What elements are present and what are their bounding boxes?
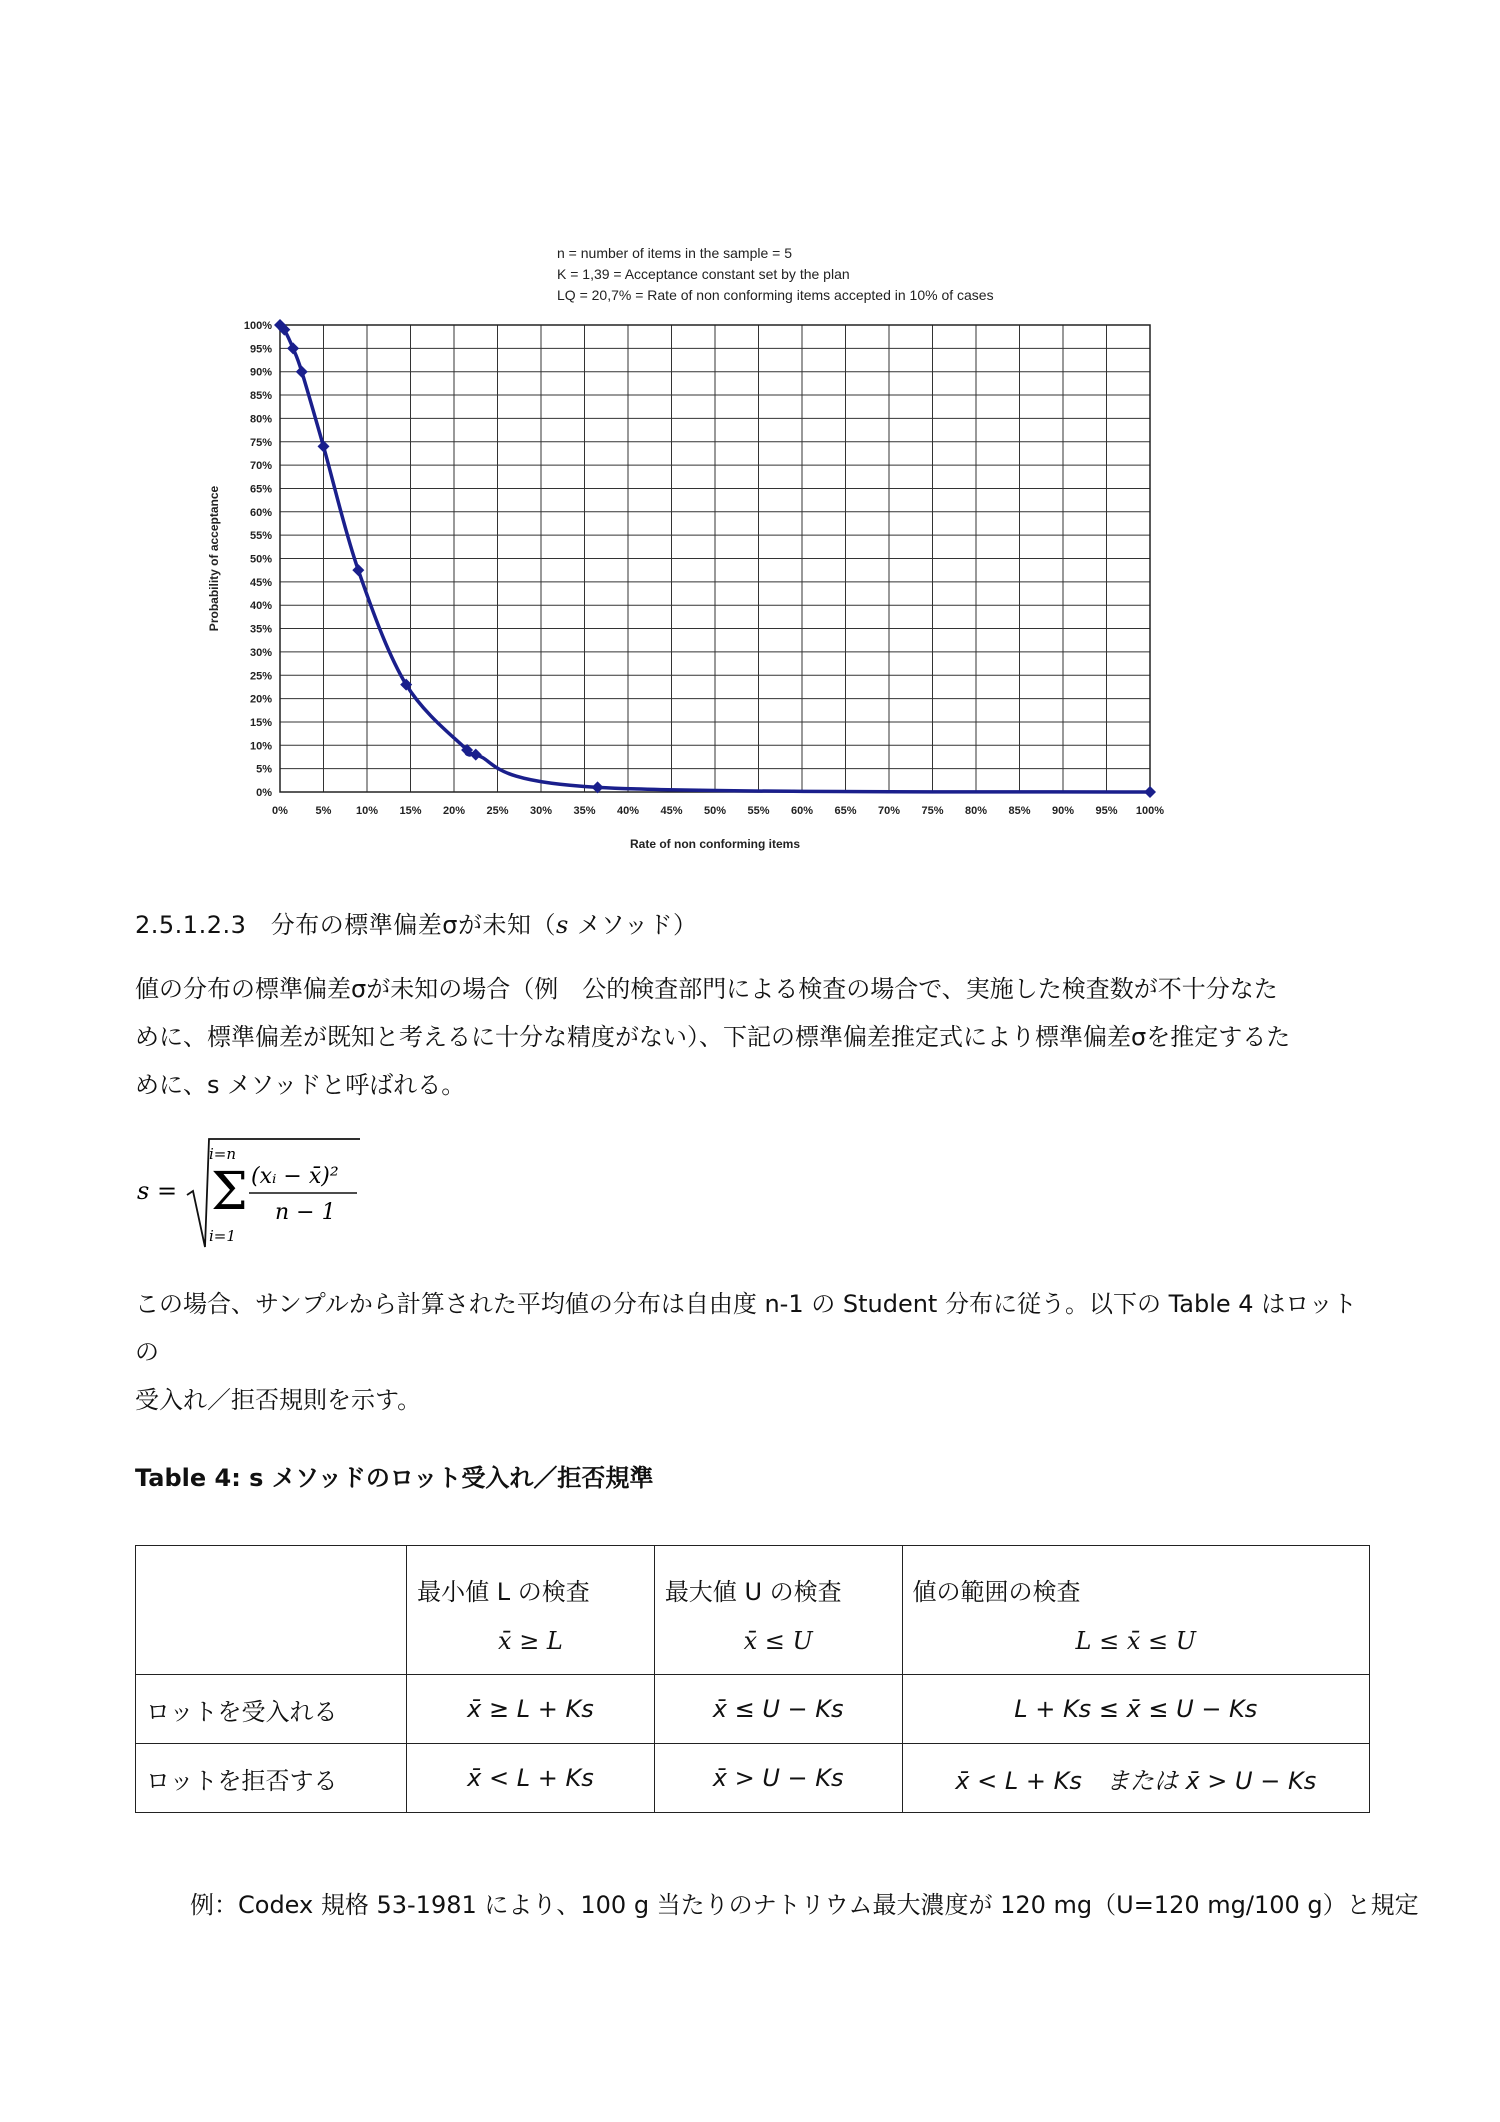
header-label: 値の範囲の検査 xyxy=(912,1578,1081,1606)
para1-line2: めに、標準偏差が既知と考えるに十分な精度がない）、下記の標準偏差推定式により標準偏差σを推定するた xyxy=(135,1023,1291,1051)
y-tick-label: 60% xyxy=(249,506,272,519)
x-tick-label: 10% xyxy=(355,805,379,817)
acceptance-rules-table xyxy=(135,1545,1370,1813)
y-tick-label: 70% xyxy=(249,460,272,473)
y-tick-label: 50% xyxy=(249,553,272,566)
formula-sum-top: i=n xyxy=(209,1145,237,1163)
y-tick-label: 10% xyxy=(249,740,272,753)
x-axis-label: Rate of non conforming items xyxy=(629,837,801,851)
x-tick-label: 20% xyxy=(442,805,466,817)
y-tick-label: 65% xyxy=(249,483,272,496)
x-tick-label: 85% xyxy=(1008,805,1031,817)
header-cell-range xyxy=(902,1546,1369,1675)
example-text: 例：Codex 規格 53-1981 により、100 g 当たりのナトリウム最大濃度が 120 mg（U=120 mg/100 g）と規定 xyxy=(190,1891,1419,1919)
formula-numerator: (xᵢ − x̄)² xyxy=(251,1164,339,1189)
oc-curve-chart xyxy=(200,235,1180,855)
x-tick-label: 95% xyxy=(1095,805,1118,817)
para1-line1: 値の分布の標準偏差σが未知の場合（例 公的検査部門による検査の場合で、実施した検査数が不十分なた xyxy=(135,975,1278,1003)
data-point-marker xyxy=(296,366,308,378)
formula-lhs: s = xyxy=(137,1177,178,1205)
y-tick-label: 45% xyxy=(249,576,272,589)
y-tick-label: 55% xyxy=(249,530,272,543)
row-label-reject: ロットを拒否する xyxy=(136,1744,407,1813)
paragraph-student-distribution xyxy=(135,1280,1370,1424)
x-tick-label: 75% xyxy=(921,805,944,817)
section-number: 2.5.1.2.3 xyxy=(135,911,247,939)
para2-line1: この場合、サンプルから計算された平均値の分布は自由度 n-1 の Student 分布に従う。以下の Table 4 はロットの xyxy=(135,1290,1357,1366)
data-point-marker xyxy=(1144,786,1156,798)
y-tick-label: 90% xyxy=(249,366,272,379)
header-condition: L ≤ x̄ ≤ U xyxy=(1075,1627,1196,1655)
chart-title-line: n = number of items in the sample = 5 xyxy=(557,245,793,261)
table-title: Table 4: s メソッドのロット受入れ／拒否規準 xyxy=(135,1464,654,1492)
x-tick-label: 30% xyxy=(529,805,553,817)
y-tick-label: 30% xyxy=(249,646,272,659)
y-tick-label: 0% xyxy=(256,787,272,799)
x-tick-label: 40% xyxy=(616,805,640,817)
x-tick-label: 15% xyxy=(399,805,422,817)
x-tick-label: 45% xyxy=(660,805,683,817)
table-cell: x̄ ≥ L + Ks xyxy=(407,1675,655,1744)
chart-title-line: K = 1,39 = Acceptance constant set by the plan xyxy=(557,266,850,282)
x-tick-label: 100% xyxy=(1135,805,1165,817)
y-tick-label: 85% xyxy=(249,390,272,403)
section-title-post: メソッド） xyxy=(568,911,698,939)
section-title-pre: 分布の標準偏差σが未知（ xyxy=(270,911,556,939)
table-row xyxy=(136,1675,1370,1744)
y-tick-label: 95% xyxy=(249,343,272,356)
y-tick-label: 20% xyxy=(249,693,272,706)
x-tick-label: 0% xyxy=(272,805,288,817)
formula-denominator: n − 1 xyxy=(275,1200,336,1225)
std-dev-formula xyxy=(135,1125,395,1255)
x-tick-label: 90% xyxy=(1051,805,1075,817)
y-tick-label: 15% xyxy=(249,716,272,729)
x-tick-label: 50% xyxy=(703,805,727,817)
y-axis-label: Probability of acceptance xyxy=(207,485,221,632)
table-cell: x̄ < L + Ks または x̄ > U − Ks xyxy=(902,1744,1369,1813)
header-cell-min xyxy=(407,1546,655,1675)
table-cell: x̄ ≤ U − Ks xyxy=(654,1675,902,1744)
x-tick-label: 5% xyxy=(315,805,332,817)
formula-sum-bottom: i=1 xyxy=(209,1227,236,1245)
section-title-s: s xyxy=(555,911,569,939)
table-header-row xyxy=(136,1546,1370,1675)
header-condition: x̄ ≥ L xyxy=(498,1627,563,1655)
data-point-marker xyxy=(287,342,299,354)
header-cell-max xyxy=(654,1546,902,1675)
data-point-marker xyxy=(352,564,364,576)
section-heading xyxy=(135,905,698,940)
table-cell: L + Ks ≤ x̄ ≤ U − Ks xyxy=(902,1675,1369,1744)
x-tick-label: 60% xyxy=(790,805,814,817)
y-tick-label: 75% xyxy=(249,436,272,449)
x-tick-label: 65% xyxy=(834,805,857,817)
formula-sigma: Σ xyxy=(211,1162,248,1222)
y-tick-label: 5% xyxy=(256,763,272,776)
table-row xyxy=(136,1744,1370,1813)
y-tick-label: 40% xyxy=(249,600,272,613)
para2-line2: 受入れ／拒否規則を示す。 xyxy=(135,1386,422,1414)
x-tick-label: 55% xyxy=(747,805,770,817)
x-tick-label: 70% xyxy=(877,805,901,817)
header-label: 最大値 U の検査 xyxy=(664,1578,842,1606)
header-condition: x̄ ≤ U xyxy=(743,1627,813,1655)
y-tick-label: 80% xyxy=(249,413,272,426)
row-label-accept: ロットを受入れる xyxy=(136,1675,407,1744)
para1-line3: めに、s メソッドと呼ばれる。 xyxy=(135,1071,466,1099)
y-tick-label: 35% xyxy=(249,623,272,636)
x-tick-label: 35% xyxy=(573,805,596,817)
header-cell-empty xyxy=(136,1546,407,1675)
chart-title-line: LQ = 20,7% = Rate of non conforming items accepted in 10% of cases xyxy=(557,287,994,303)
chart-svg xyxy=(200,235,1180,855)
paragraph-unknown-sigma xyxy=(135,965,1370,1109)
x-tick-label: 25% xyxy=(486,805,509,817)
table-cell: x̄ > U − Ks xyxy=(654,1744,902,1813)
y-tick-label: 25% xyxy=(249,670,272,683)
x-tick-label: 80% xyxy=(964,805,988,817)
header-label: 最小値 L の検査 xyxy=(417,1578,590,1606)
table-cell: x̄ < L + Ks xyxy=(407,1744,655,1813)
y-tick-label: 100% xyxy=(243,320,272,332)
